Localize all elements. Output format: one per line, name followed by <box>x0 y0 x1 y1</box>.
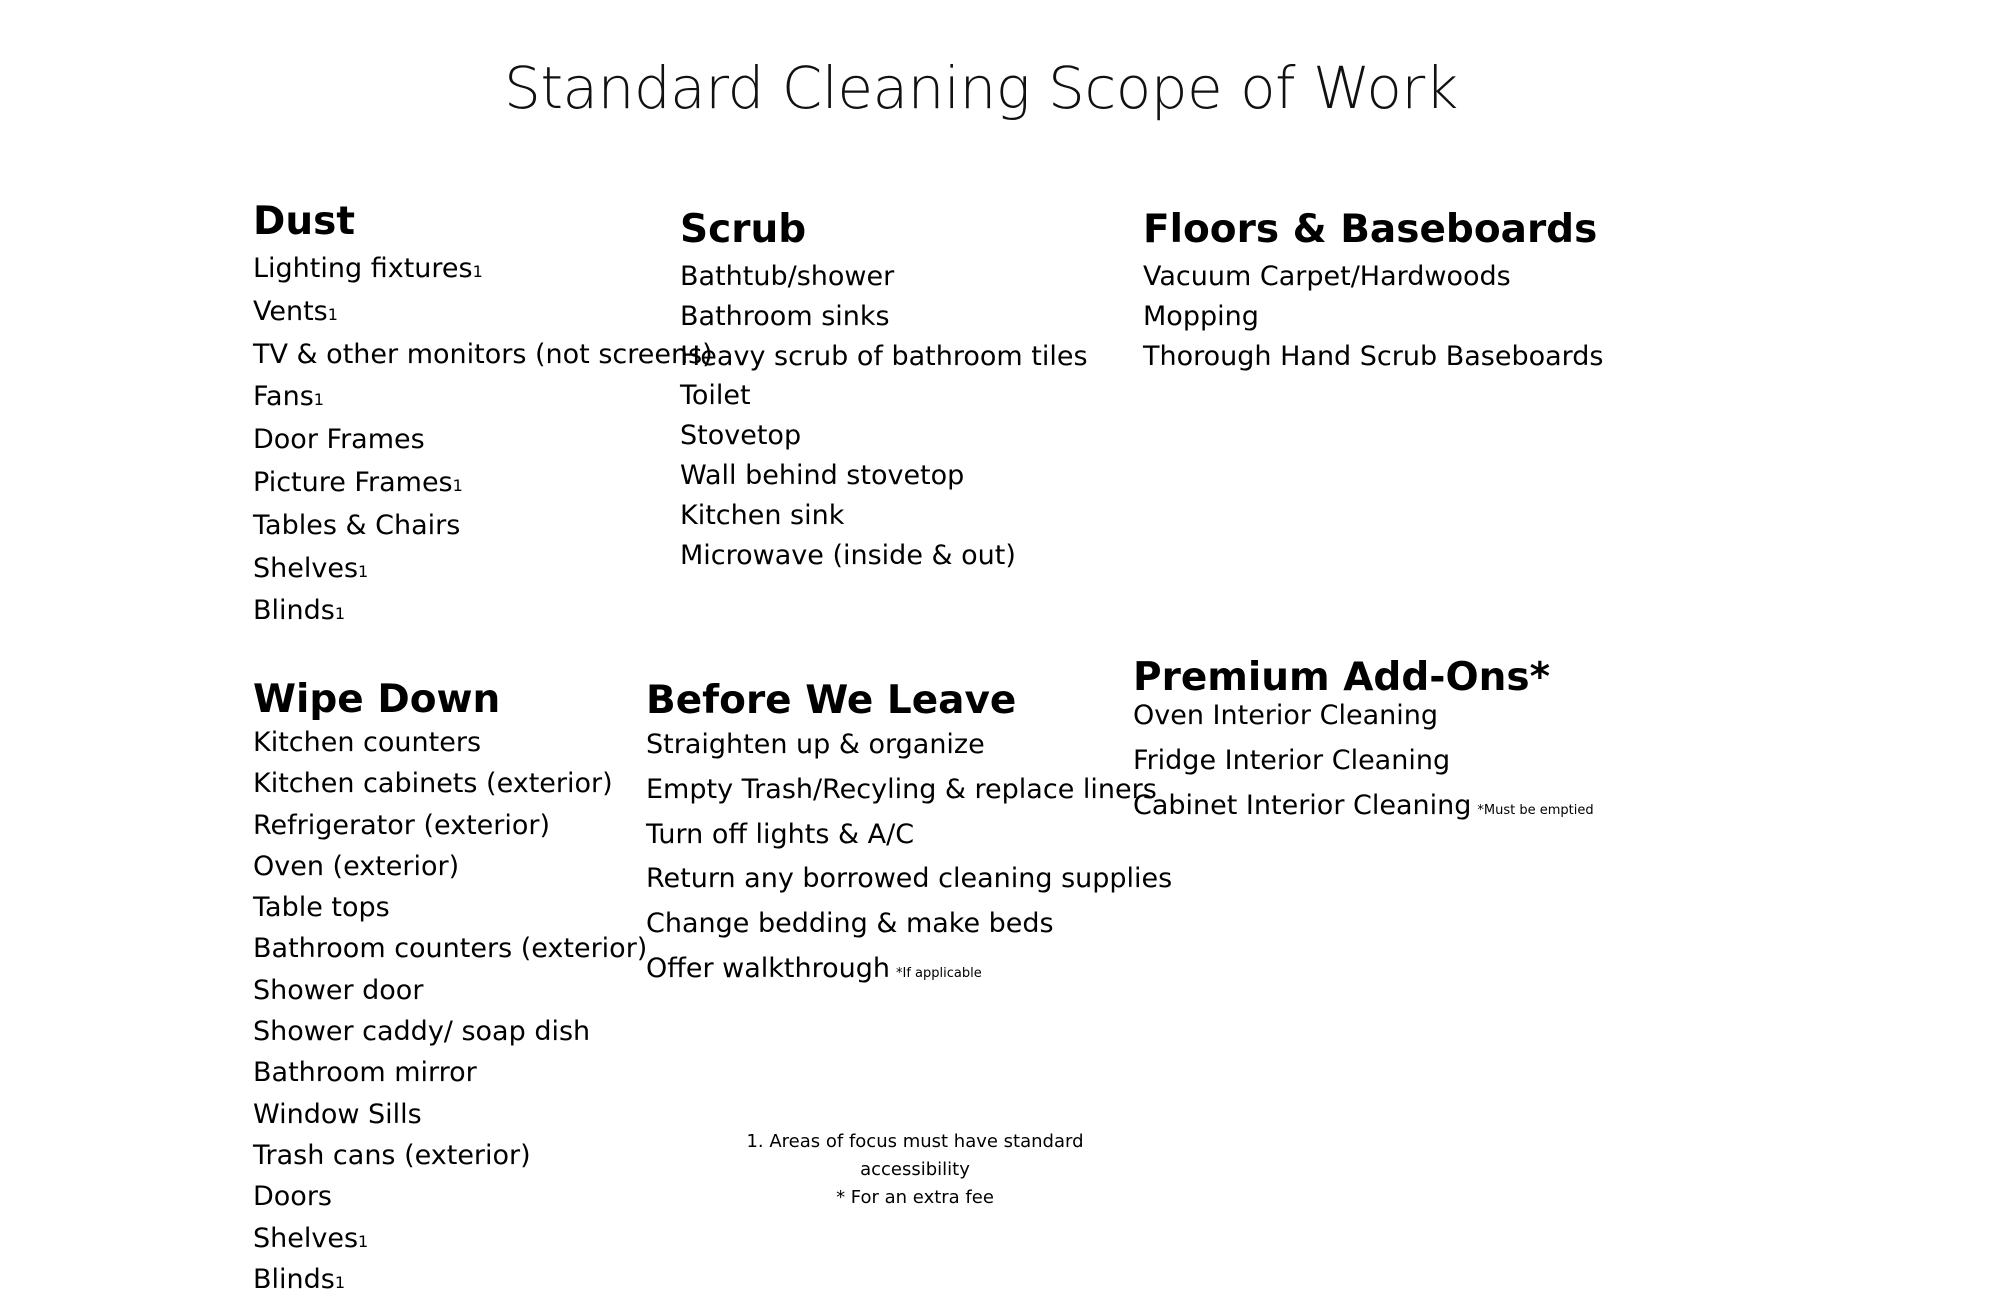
list-item: Oven Interior Cleaning <box>1133 700 1438 731</box>
list-item: Kitchen sink <box>680 499 845 531</box>
footnotes <box>700 1128 1130 1212</box>
list-item: Kitchen cabinets (exterior) <box>253 768 613 800</box>
section-dust <box>253 198 713 634</box>
list-item: Stovetop <box>680 420 802 452</box>
list-item: Bathtub/shower <box>680 261 895 292</box>
list-item: Picture Frames1 <box>253 466 463 498</box>
list-item: Cabinet Interior Cleaning *Must be emptied <box>1133 789 1594 821</box>
list-item: Bathroom counters (exterior) <box>253 933 648 965</box>
list-item: Door Frames <box>253 424 425 456</box>
section-before-we-leave <box>646 677 1178 994</box>
section-floors-baseboards <box>1143 206 1603 376</box>
list-item: Doors <box>253 1181 332 1213</box>
section-heading: Premium Add-Ons* <box>1133 655 1550 700</box>
list-item: Refrigerator (exterior) <box>253 809 551 841</box>
list-item: Shower caddy/ soap dish <box>253 1016 591 1048</box>
floors-list <box>1143 257 1603 376</box>
list-item: Thorough Hand Scrub Baseboards <box>1143 340 1604 372</box>
list-item: Bathroom sinks <box>680 300 890 332</box>
list-item: Table tops <box>253 892 390 924</box>
list-item: Vents1 <box>253 295 338 327</box>
list-item: Shelves1 <box>253 1222 369 1254</box>
list-item: Toilet <box>680 380 751 412</box>
list-item: Straighten up & organize <box>646 729 985 760</box>
list-item: Fans1 <box>253 381 324 413</box>
footnote-accessibility: 1. Areas of focus must have standard accessibility <box>746 1131 1084 1180</box>
section-heading: Floors & Baseboards <box>1143 207 1598 252</box>
list-item: Offer walkthrough *If applicable <box>646 952 982 984</box>
list-item: Microwave (inside & out) <box>680 539 1016 571</box>
list-item: Change bedding & make beds <box>646 908 1054 940</box>
list-item: Window Sills <box>253 1098 422 1130</box>
list-item: Shelves1 <box>253 552 369 584</box>
dust-list <box>253 249 713 634</box>
section-premium-add-ons <box>1133 654 1594 830</box>
list-item: TV & other monitors (not screens) <box>253 338 713 370</box>
premium-add-ons-list <box>1133 696 1594 830</box>
list-item: Oven (exterior) <box>253 850 460 882</box>
list-item: Blinds1 <box>253 1263 346 1295</box>
wipe-down-list <box>253 724 647 1302</box>
list-item: Bathroom mirror <box>253 1057 477 1089</box>
list-item: Turn off lights & A/C <box>646 818 915 850</box>
list-item: Fridge Interior Cleaning <box>1133 744 1451 776</box>
before-we-leave-list <box>646 725 1178 994</box>
list-item: Heavy scrub of bathroom tiles <box>680 340 1088 372</box>
list-item: Trash cans (exterior) <box>253 1139 531 1171</box>
list-item: Vacuum Carpet/Hardwoods <box>1143 261 1511 292</box>
list-item: Wall behind stovetop <box>680 459 965 491</box>
section-heading: Dust <box>253 199 355 244</box>
list-item: Return any borrowed cleaning supplies <box>646 863 1173 895</box>
section-scrub <box>680 206 1088 575</box>
list-item: Lighting fixtures1 <box>253 253 483 284</box>
list-item: Shower door <box>253 974 424 1006</box>
list-item: Kitchen counters <box>253 727 482 758</box>
section-heading: Wipe Down <box>253 677 501 722</box>
footnote-extra-fee: * For an extra fee <box>836 1187 994 1208</box>
section-wipe-down <box>253 676 647 1302</box>
section-heading: Scrub <box>680 207 807 252</box>
scrub-list <box>680 257 1088 575</box>
page-title: Standard Cleaning Scope of Work <box>504 54 1458 122</box>
list-item: Tables & Chairs <box>253 509 461 541</box>
list-item: Blinds1 <box>253 595 346 627</box>
list-item: Empty Trash/Recyling & replace liners <box>646 773 1157 805</box>
list-item: Mopping <box>1143 300 1259 332</box>
section-heading: Before We Leave <box>646 678 1017 723</box>
